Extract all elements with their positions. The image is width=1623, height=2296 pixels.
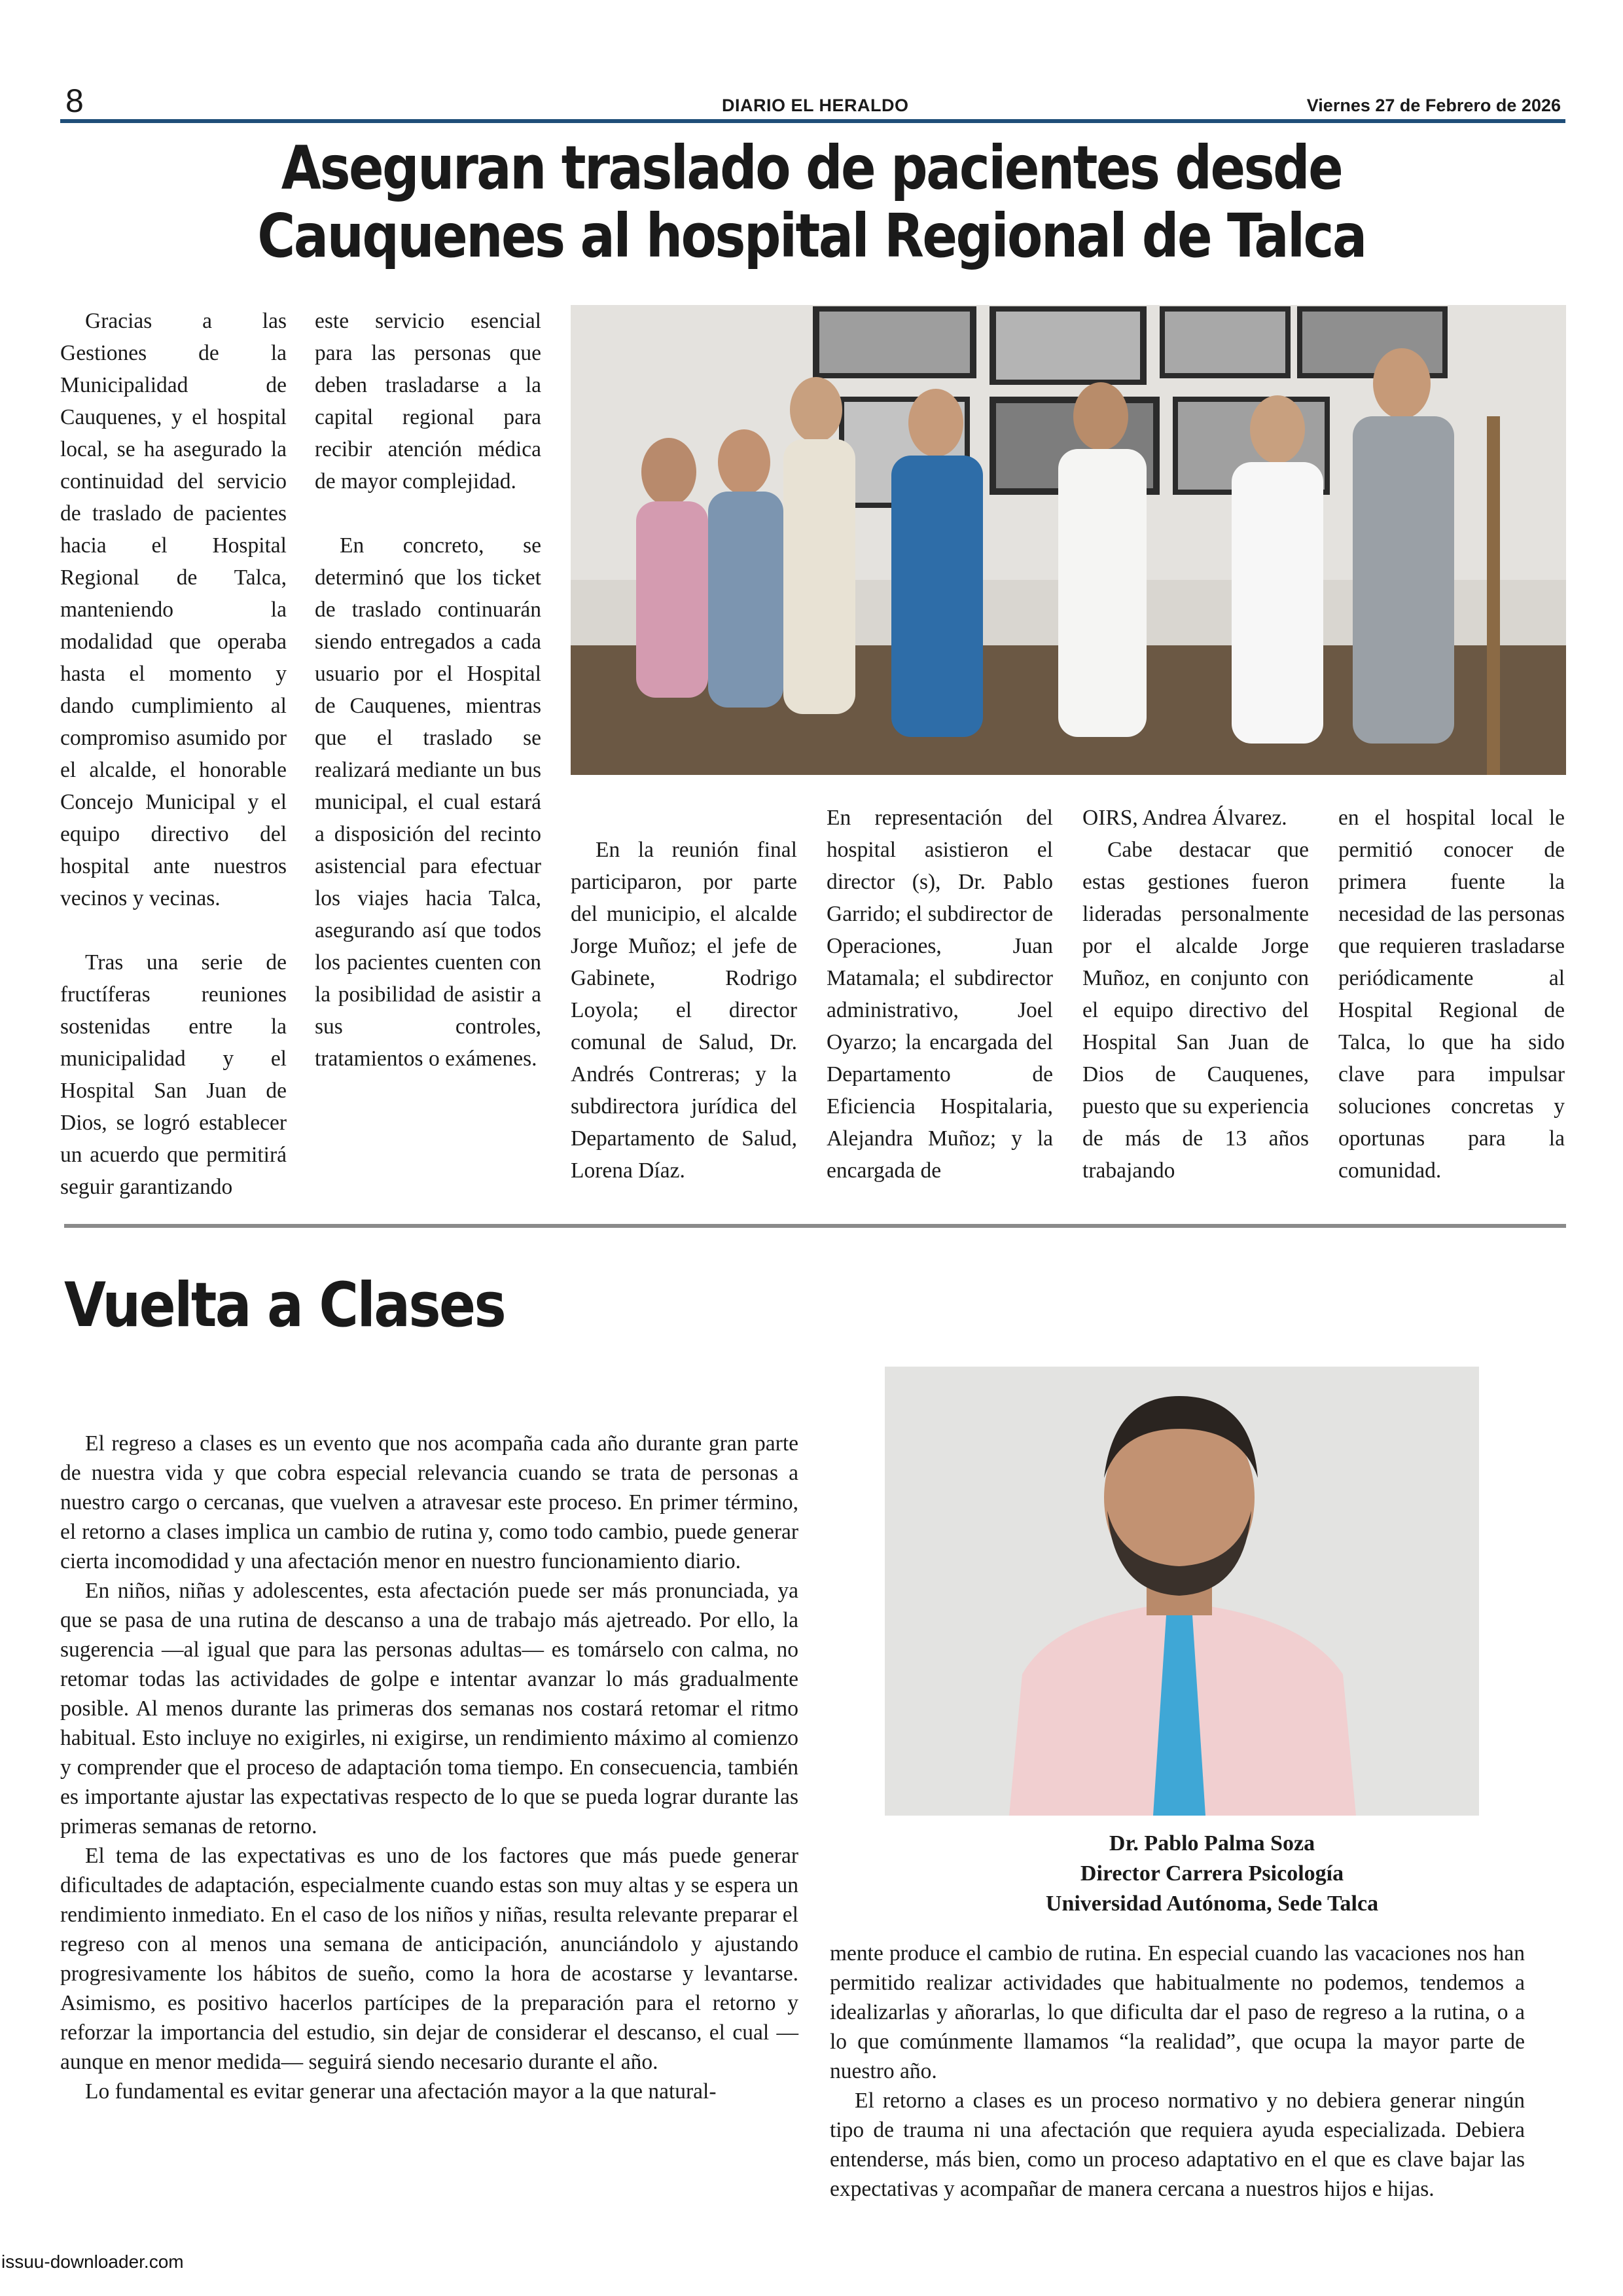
author-portrait [885,1367,1479,1816]
watermark: issuu-downloader.com [1,2251,184,2272]
article1-column-2 [315,305,541,1075]
article1-column-5 [1082,802,1309,1187]
paragraph: OIRS, Andrea Álvarez. [1082,806,1287,830]
paragraph: En la reunión final participaron, por parte del municipio, el alcalde Jorge Muñoz; el jefe de Gabinete, Rodrigo Loyola; el director comunal de Salud, Dr. Andrés Contreras; y la subdirectora jurídica del Departamento de Salud, Lorena Díaz. [571,838,797,1183]
paragraph: El retorno a clases es un proceso normativo y no debiera generar ningún tipo de trauma ni una afectación que requiera ayuda especializada. Debiera entenderse, más bien, como un proceso adaptativo en el que es clave bajar las expectativas y acompañar de manera cercana a nuestros hijos e hijas. [830,2089,1525,2201]
paragraph: Lo fundamental es evitar generar una afectación mayor a la que natural- [85,2079,717,2104]
article1-column-4 [827,802,1053,1187]
article2-column-right [830,1939,1525,2204]
caption-name: Dr. Pablo Palma Soza [1109,1831,1315,1856]
headline-line-2: Cauquenes al hospital Regional de Talca [257,201,1366,271]
paragraph: El regreso a clases es un evento que nos acompaña cada año durante gran parte de nuestra vida y que cobra especial relevancia cuando se trata de personas a nuestro cargo o cercanas, que vuelven a atravesar este proceso. En primer término, el retorno a clases implica un cambio de rutina y, como todo cambio, puede generar cierta incomodidad y una afectación menor en nuestro funcionamiento diario. [60,1431,798,1573]
group-photo-illustration [571,305,1566,775]
paragraph: Gracias a las Gestiones de la Municipalidad de Cauquenes, y el hospital local, se ha asegurado la continuidad del servicio de traslado de pacientes hacia el Hospital Regional de Talca, manteniendo la modalidad que operaba hasta el momento y dando cumplimiento al compromiso asumido por el alcalde, el honorable Concejo Municipal y el equipo directivo del hospital ante nuestros vecinos y vecinas. [60,309,287,910]
paragraph: El tema de las expectativas es uno de los factores que más puede generar dificultades de adaptación, especialmente cuando estas son muy altas y se espera un rendimiento inmediato. En el caso de los niños y niñas, resulta relevante preparar el regreso con al menos una semana de anticipación, anunciándolo y ajustando progresivamente los hábitos de sueño, como la hora de acostarse y levantarse. Asimismo, es positivo hacerlos partícipes de la preparación para el retorno y reforzar la importancia del estudio, sin dejar de considerar el descanso, el cual —aunque en menor medida— seguirá siendo necesario durante el año. [60,1844,798,2074]
paragraph: mente produce el cambio de rutina. En especial cuando las vacaciones nos han permitido realizar actividades que habitualmente no podemos, tendemos a idealizarlas y añorarlas, lo que dificulta dar el paso de regreso a la rutina, o a lo que comúnmente llamamos “la realidad”, que ocupa la mayor parte de nuestro año. [830,1941,1525,2083]
article1-headline [215,134,1408,270]
paragraph: este servicio esencial para las personas que deben trasladarse a la capital regional para recibir atención médica de mayor complejidad. [315,309,541,493]
newspaper-name: DIARIO EL HERALDO [722,96,909,115]
paragraph: En representación del hospital asistieron el director (s), Dr. Pablo Garrido; el subdirector de Operaciones, Juan Matamala; el subdirector administrativo, Joel Oyarzo; la encargada del Departamento de Eficiencia Hospitalaria, Alejandra Muñoz; y la encargada de [827,806,1053,1183]
article1-column-6 [1338,802,1565,1187]
group-photo [571,305,1566,775]
paragraph: Cabe destacar que estas gestiones fueron lideradas personalmente por el alcalde Jorge Muñoz, en conjunto con el equipo directivo del Hospital San Juan de Dios de Cauquenes, puesto que su experiencia de más de 13 años trabajando [1082,838,1309,1183]
article2-title: Vuelta a Clases [64,1270,505,1341]
portrait-illustration [885,1367,1479,1816]
section-divider [64,1224,1566,1228]
page-number: 8 [65,82,84,119]
article2-column-left [60,1429,798,2106]
caption-role: Director Carrera Psicología [1080,1861,1344,1886]
issue-date: Viernes 27 de Febrero de 2026 [1306,96,1561,115]
paragraph: en el hospital local le permitió conocer de primera fuente la necesidad de las personas que requieren trasladarse periódicamente al Hospital Regional de Talca, lo que ha sido clave para impulsar soluciones concretas y oportunas para la comunidad. [1338,806,1565,1183]
portrait-caption [885,1829,1539,1919]
caption-organization: Universidad Autónoma, Sede Talca [1045,1892,1379,1916]
paragraph: Tras una serie de fructíferas reuniones sostenidas entre la municipalidad y el Hospital San Juan de Dios, se logró establecer un acuerdo que permitirá seguir garantizando [60,950,287,1199]
article1-column-1 [60,305,287,1203]
header-rule [60,119,1565,123]
paragraph: En niños, niñas y adolescentes, esta afectación puede ser más pronunciada, ya que se pasa de una rutina de descanso a una de trabajo más ajetreado. Por ello, la sugerencia —al igual que para las personas adultas— es tomárselo con calma, no retomar todas las actividades de golpe e intentar avanzar lo más gradualmente posible. Al menos durante las primeras dos semanas nos costará retomar el ritmo habitual. Esto incluye no exigirles, ni exigirse, un rendimiento máximo al comienzo y comprender que el proceso de adaptación toma tiempo. En consecuencia, también es importante ajustar las expectativas respecto de lo que se pueda lograr durante las primeras semanas de retorno. [60,1579,798,1839]
headline-line-1: Aseguran traslado de pacientes desde [281,133,1342,203]
article1-column-3 [571,834,797,1187]
paragraph: En concreto, se determinó que los ticket de traslado continuarán siendo entregados a cada usuario por el Hospital de Cauquenes, mientras que el traslado se realizará mediante un bus municipal, el cual estará a disposición del recinto asistencial para efectuar los viajes hacia Talca, asegurando así que todos los pacientes cuenten con la posibilidad de asistir a sus controles, tratamientos o exámenes. [315,533,541,1071]
